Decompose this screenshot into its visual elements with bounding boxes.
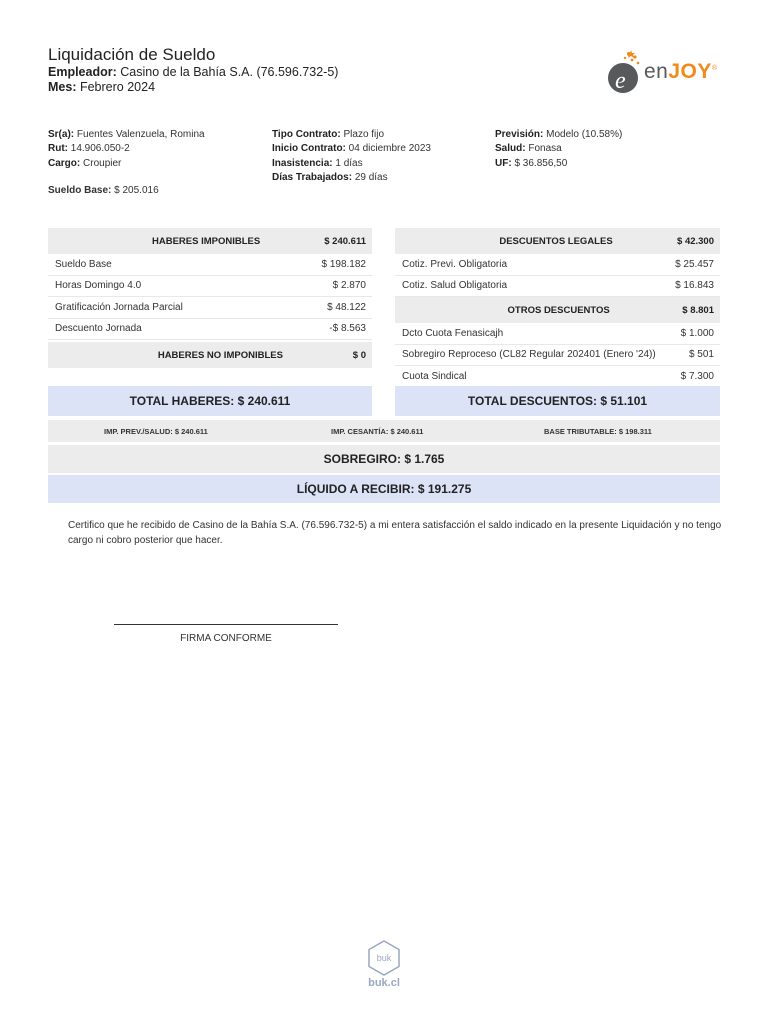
- table-row: [48, 319, 372, 341]
- row-label: Cuota Sindical: [402, 370, 467, 382]
- row-amount: $ 1.000: [680, 327, 714, 339]
- registered-mark: ®: [711, 65, 718, 72]
- month-line: [48, 80, 338, 95]
- row-amount: $ 16.843: [675, 280, 714, 292]
- buk-site: buk.cl: [368, 977, 400, 989]
- total-haberes: TOTAL HABERES: $ 240.611: [48, 386, 372, 416]
- enjoy-logo-mark: [605, 48, 645, 96]
- svg-text:e: e: [615, 68, 626, 94]
- haberes-no-imponibles-title: HABERES NO IMPONIBLES: [157, 349, 283, 361]
- row-label: Sueldo Base: [55, 258, 112, 270]
- salud-value: Fonasa: [528, 143, 562, 155]
- absence-value: 1 días: [335, 157, 363, 169]
- otros-descuentos-title: OTROS DESCUENTOS: [507, 304, 610, 316]
- descuentos-legales-title: DESCUENTOS LEGALES: [499, 235, 613, 247]
- employer-label: Empleador:: [48, 65, 117, 79]
- table-row: [395, 276, 720, 298]
- row-label: Horas Domingo 4.0: [55, 280, 142, 292]
- table-row: [395, 254, 720, 276]
- employee-rut: 14.906.050-2: [70, 143, 130, 155]
- otros-descuentos-header: [395, 297, 720, 323]
- haberes-imponibles-title: HABERES IMPONIBLES: [152, 235, 261, 247]
- row-amount: $ 198.182: [321, 258, 366, 270]
- signature-label: FIRMA CONFORME: [180, 633, 272, 644]
- employer-line: [48, 65, 338, 80]
- certificate-text: Certifico que he recibido de Casino de la Bahía S.A. (76.596.732-5) a mi entera satisfacción el saldo indicado en la presente Liquidación y no tengo cargo ni cobro posterior que hacer.: [68, 520, 722, 546]
- descuentos-legales-header: [395, 228, 720, 254]
- days-worked-value: 29 días: [354, 172, 388, 184]
- row-amount: $ 501: [688, 349, 714, 361]
- enjoy-word-en: en: [644, 60, 669, 83]
- employee-cargo-label: Cargo:: [48, 157, 81, 169]
- otros-descuentos-total: $ 8.801: [682, 304, 714, 316]
- absence-label: Inasistencia:: [272, 157, 333, 169]
- prevision-value: Modelo (10.58%): [546, 129, 623, 140]
- prevision-label: Previsión:: [495, 129, 544, 140]
- sueldo-base-label: Sueldo Base:: [48, 185, 112, 196]
- row-amount: $ 7.300: [680, 370, 714, 382]
- descuentos-legales-total: $ 42.300: [677, 235, 714, 247]
- haberes-table: [48, 228, 372, 368]
- imponibles-summary-bar: [48, 420, 720, 442]
- employee-name-line: [48, 128, 205, 142]
- buk-footer: [364, 940, 404, 989]
- haberes-imponibles-header: [48, 228, 372, 254]
- enjoy-word-joy: JOY: [668, 60, 712, 83]
- employee-name-label: Sr(a):: [48, 129, 75, 140]
- row-label: Dcto Cuota Fenasicajh: [402, 327, 504, 339]
- row-label: Sobregiro Reproceso (CL82 Regular 202401 (Enero '24)): [402, 349, 656, 361]
- employee-name: Fuentes Valenzuela, Romina: [76, 129, 205, 140]
- haberes-imponibles-total: $ 240.611: [324, 235, 366, 247]
- contract-type-line: [272, 128, 431, 142]
- sueldo-base-line: [48, 185, 159, 196]
- imp-cesantia: IMP. CESANTÍA: $ 240.611: [331, 427, 424, 436]
- haberes-no-imponibles-header: [48, 342, 372, 368]
- row-amount: $ 25.457: [675, 258, 714, 270]
- table-row: [395, 366, 720, 388]
- document-header: [48, 45, 338, 95]
- prevision-line: [495, 128, 622, 142]
- enjoy-logo: [605, 48, 723, 96]
- signature-line: [114, 624, 338, 625]
- contract-type: Plazo fijo: [343, 129, 385, 140]
- employer-value: Casino de la Bahía S.A. (76.596.732-5): [120, 65, 339, 79]
- buk-badge-text: buk: [376, 953, 392, 963]
- absence-line: [272, 157, 431, 171]
- salud-label: Salud:: [495, 143, 526, 155]
- contract-start-line: [272, 142, 431, 156]
- imp-prev-salud: IMP. PREV./SALUD: $ 240.611: [104, 427, 208, 436]
- row-amount: $ 48.122: [327, 301, 366, 313]
- table-row: [48, 276, 372, 298]
- document-title: Liquidación de Sueldo: [48, 45, 216, 64]
- days-worked-label: Días Trabajados:: [272, 172, 353, 184]
- contract-type-label: Tipo Contrato:: [272, 129, 341, 140]
- row-label: Gratificación Jornada Parcial: [55, 301, 183, 313]
- haberes-no-imponibles-total: $ 0: [352, 349, 366, 361]
- row-label: Descuento Jornada: [55, 323, 142, 335]
- uf-value: $ 36.856,50: [514, 157, 568, 169]
- days-worked-line: [272, 171, 431, 185]
- row-label: Cotiz. Salud Obligatoria: [402, 280, 508, 292]
- sueldo-base-value: $ 205.016: [114, 185, 159, 196]
- salud-line: [495, 142, 622, 156]
- employee-info: [48, 128, 205, 171]
- row-label: Cotiz. Previ. Obligatoria: [402, 258, 508, 270]
- contract-start-label: Inicio Contrato:: [272, 143, 346, 155]
- liquido-a-recibir: LÍQUIDO A RECIBIR: $ 191.275: [48, 475, 720, 503]
- table-row: [48, 297, 372, 319]
- descuentos-table: [395, 228, 720, 388]
- row-amount: $ 2.870: [332, 280, 366, 292]
- employee-rut-line: [48, 142, 205, 156]
- month-label: Mes:: [48, 80, 77, 94]
- row-amount: -$ 8.563: [329, 323, 366, 335]
- month-value: Febrero 2024: [79, 80, 156, 94]
- buk-hexagon-icon: [367, 940, 401, 976]
- employee-rut-label: Rut:: [48, 143, 68, 155]
- sobregiro-total: SOBREGIRO: $ 1.765: [48, 445, 720, 473]
- uf-line: [495, 157, 622, 171]
- contract-info: [272, 128, 431, 186]
- table-row: [395, 345, 720, 367]
- table-row: [395, 323, 720, 345]
- contract-start: 04 diciembre 2023: [348, 143, 431, 155]
- prevision-info: [495, 128, 622, 171]
- uf-label: UF:: [495, 157, 512, 169]
- table-row: [48, 254, 372, 276]
- total-descuentos: TOTAL DESCUENTOS: $ 51.101: [395, 386, 720, 416]
- enjoy-wordmark: [644, 60, 718, 84]
- employee-cargo-line: [48, 157, 205, 171]
- base-tributable: BASE TRIBUTABLE: $ 198.311: [544, 427, 652, 436]
- employee-cargo: Croupier: [83, 157, 122, 169]
